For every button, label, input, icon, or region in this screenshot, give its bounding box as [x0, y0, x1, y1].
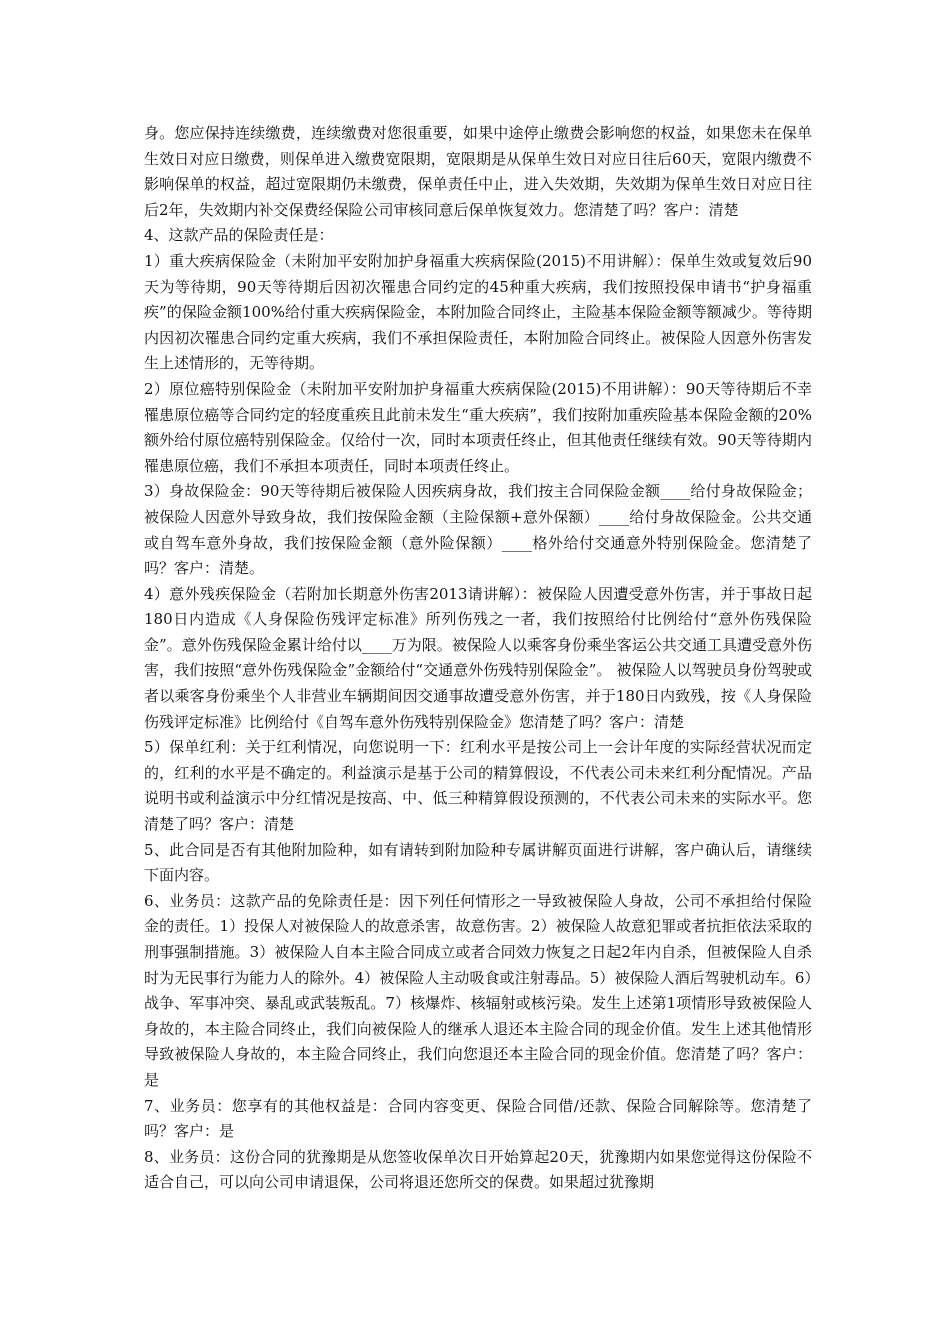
- paragraph-cooling-off-period: 8、业务员：这份合同的犹豫期是从您签收保单次日开始算起20天，犹豫期内如果您觉得这份保险不适合自己，可以向公司申请退保，公司将退还您所交的保费。如果超过犹豫期: [144, 1147, 812, 1192]
- paragraph-carcinoma-in-situ: 2）原位癌特别保险金（未附加平安附加护身福重大疾病保险(2015)不用讲解）：90天等待期后不幸罹患原位癌等合同约定的轻度重疾且此前未发生“重大疾病”，我们按附加重疾险基本保险金额的20%额外给付原位癌特别保险金。仅给付一次，同时本项责任终止，但其他责任继续有效。90天等待期内罹患原位癌，我们不承担本项责任，同时本项责任终止。: [144, 379, 812, 475]
- paragraph-accident-disability: 4）意外残疾保险金（若附加长期意外伤害2013请讲解）：被保险人因遭受意外伤害，并于事故日起180日内造成《人身保险伤残评定标准》所列伤残之一者，我们按照给付比例给付“意外伤残保险金”。意外伤残保险金累计给付以____万为限。被保险人以乘客身份乘坐客运公共交通工具遭受意外伤害，我们按照“意外伤残保险金”金额给付“交通意外伤残特别保险金”。 被保险人以驾驶员身份驾驶或者以乘客身份乘坐个人非营业车辆期间因交通事故遭受意外伤害，并于180日内致残，按《人身保险伤残评定标准》比例给付《自驾车意外伤残特别保险金》您清楚了吗？客户：清楚: [144, 584, 812, 731]
- paragraph-other-rights: 7、业务员：您享有的其他权益是：合同内容变更、保险合同借/还款、保险合同解除等。您清楚了吗？客户：是: [144, 1096, 812, 1141]
- paragraph-death-benefit: 3）身故保险金：90天等待期后被保险人因疾病身故，我们按主合同保险金额____给付身故保险金；被保险人因意外导致身故，我们按保险金额（主险保额+意外保额）____给付身故保险金。公共交通或自驾车意外身故，我们按保险金额（意外险保额）____格外给付交通意外特别保险金。您清楚了吗？客户：清楚。: [144, 482, 812, 578]
- paragraph-coverage-heading: 4、这款产品的保险责任是：: [144, 226, 334, 245]
- paragraph-critical-illness: 1）重大疾病保险金（未附加平安附加护身福重大疾病保险(2015)不用讲解）：保单生效或复效后90天为等待期，90天等待期后因初次罹患合同约定的45种重大疾病，我们按照投保申请书“护身福重疾”的保险金额100%给付重大疾病保险金，本附加险合同终止，主险基本保险金额等额减少。等待期内因初次罹患合同约定重大疾病，我们不承担保险责任，本附加险合同终止。被保险人因意外伤害发生上述情形的，无等待期。: [144, 251, 812, 373]
- paragraph-premium-payment: 身。您应保持连续缴费，连续缴费对您很重要，如果中途停止缴费会影响您的权益，如果您未在保单生效日对应日缴费，则保单进入缴费宽限期，宽限期是从保单生效日对应日往后60天，宽限内缴费不影响保单的权益，超过宽限期仍未缴费，保单责任中止，进入失效期，失效期为保单生效日对应日往后2年，失效期内补交保费经保险公司审核同意后保单恢复效力。您清楚了吗？客户：清楚: [144, 124, 812, 219]
- document-page: [144, 121, 812, 1196]
- paragraph-exclusions: 6、业务员：这款产品的免除责任是：因下列任何情形之一导致被保险人身故，公司不承担给付保险金的责任。1）投保人对被保险人的故意杀害，故意伤害。2）被保险人故意犯罪或者抗拒依法采取的刑事强制措施。3）被保险人自本主险合同成立或者合同效力恢复之日起2年内自杀，但被保险人自杀时为无民事行为能力人的除外。4）被保险人主动吸食或注射毒品。5）被保险人酒后驾驶机动车。6）战争、军事冲突、暴乱或武装叛乱。7）核爆炸、核辐射或核污染。发生上述第1项情形导致被保险人身故的，本主险合同终止，我们向被保险人的继承人退还本主险合同的现金价值。发生上述其他情形导致被保险人身故的，本主险合同终止，我们向您退还本主险合同的现金价值。您清楚了吗？客户：是: [144, 891, 812, 1089]
- paragraph-policy-dividend: 5）保单红利：关于红利情况，向您说明一下：红利水平是按公司上一会计年度的实际经营状况而定的，红利的水平是不确定的。利益演示是基于公司的精算假设，不代表公司未来红利分配情况。产品说明书或利益演示中分红情况是按高、中、低三种精算假设预测的，不代表公司未来的实际水平。您清楚了吗？客户：清楚: [144, 738, 812, 834]
- paragraph-rider-check: 5、此合同是否有其他附加险种，如有请转到附加险种专属讲解页面进行讲解，客户确认后，请继续下面内容。: [144, 840, 812, 885]
